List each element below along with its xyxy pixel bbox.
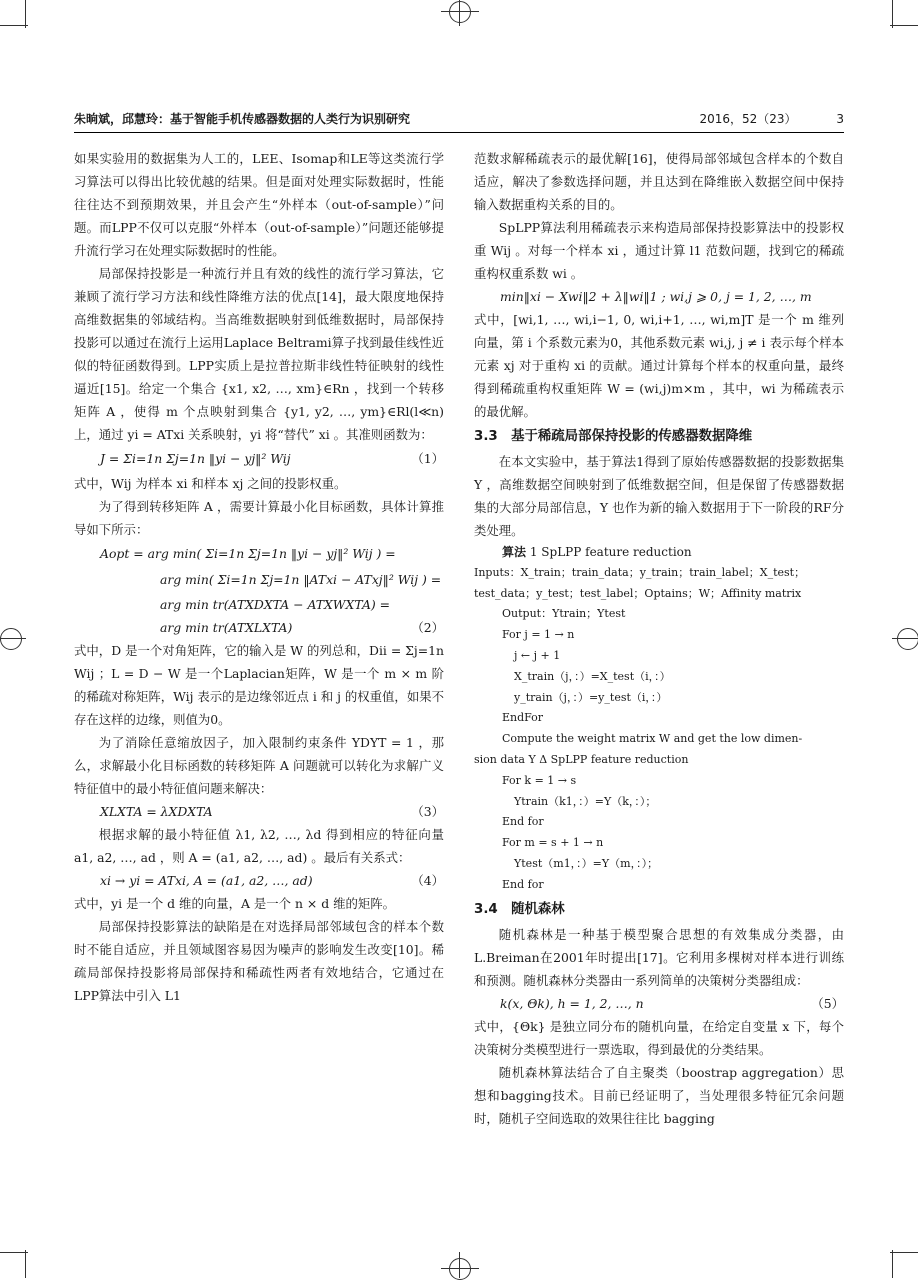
section-heading-3-4: 3.4 随机森林 (474, 901, 565, 917)
algorithm-line: j ← j + 1 (514, 648, 561, 662)
algorithm-title (474, 542, 844, 563)
paragraph: 局部保持投影是一种流行并且有效的线性的流行学习算法，它兼顾了流行学习方法和线性降维方法的优点[14]，最大限度地保持高维数据集的邻域结构。当高维数据映射到低维数据时，局部保持投影可以通过在流行上运用Laplace Beltrami算子找到最佳线性近似的特征函数得到。LPP实质上是拉普拉斯非线性特征映射的线性逼近[15]。给定一个集合 {x1, x2, …, xm}∈Rn ，找到一个转移矩阵 A ，使得 m 个点映射到集合 {y1, y2, …, ym}∈Rl(l≪n) 上，通过 yi = ATxi 关系映射，yi 将“替代” xi 。其准则函数为： (74, 266, 444, 442)
equation-number: （4） (411, 873, 444, 888)
header-authors-title: 朱晌斌，邱慧玲：基于智能手机传感器数据的人类行为识别研究 (74, 112, 411, 126)
section-heading-3-3: 3.3 基于稀疏局部保持投影的传感器数据降维 (474, 429, 753, 444)
corner-mark-tl (25, 0, 26, 28)
equation-sparse (474, 285, 844, 308)
paragraph: 如果实验用的数据集为人工的，LEE、Isomap和LE等这类流行学习算法可以得出比较优越的结果。但是面对处理实际数据时，性能往往达不到预期效果，并且会产生“外样本（out-of-sample）”问题。而LPP不仅可以克服“外样本（out-of-sample）”问题还能够提升流行学习在处理实际数据时的性能。 (74, 151, 444, 258)
algorithm-line: Output：Ytrain；Ytest (502, 607, 626, 621)
algorithm-line: For m = s + 1 → n (502, 836, 604, 850)
crop-mark-bottom-h (441, 1268, 479, 1269)
algorithm-line: Ytest（m1，：）=Y（m，：）； (514, 856, 659, 870)
corner-mark-tl-h (0, 25, 28, 26)
paragraph: SpLPP算法利用稀疏表示来构造局部保持投影算法中的投影权重 Wij 。对每一个样本 xi ，通过计算 l1 范数问题，找到它的稀疏重构权重系数 wi 。 (474, 220, 844, 281)
paragraph: 为了消除任意缩放因子，加入限制约束条件 YDYT = 1 ，那么，求解最小化目标函数的转移矩阵 A 问题就可以转化为求解广义特征值中的最小特征值问题来解决： (74, 735, 444, 796)
running-header (74, 110, 844, 128)
paragraph: 在本文实验中，基于算法1得到了原始传感器数据的投影数据集 Y ，高维数据空间映射到了低维数据空间，但是保留了传感器数据集的大部分局部信息，Y 也作为新的输入数据用于下一阶段的RF分类处理。 (474, 454, 844, 538)
equation-body: k(x, Θk), h = 1, 2, …, n (500, 995, 644, 1011)
equation-body: xi → yi = ATxi, A = (a1, a2, …, ad) (100, 873, 313, 888)
algorithm-line: y_train（j，：）=y_test（i，：） (514, 690, 668, 704)
algorithm-line: sion data Y Δ SpLPP feature reduction (474, 752, 689, 766)
header-year-volume: 2016，52（23） (699, 112, 797, 126)
paragraph: 根据求解的最小特征值 λ1, λ2, …, λd 得到相应的特征向量 a1, a2, …, ad ，则 A = (a1, a2, …, ad) 。最后有关系式： (74, 827, 444, 865)
paragraph: 为了得到转移矩阵 A ，需要计算最小化目标函数，具体计算推导如下所示： (74, 499, 444, 537)
equation-number: （1） (411, 451, 444, 466)
equation-body: arg min tr(ATXLXTA) (160, 620, 293, 635)
algorithm-line: X_train（j，：）=X_test（i，：） (514, 669, 671, 683)
registration-circle-left (0, 628, 22, 650)
algorithm-title-text: 1 SpLPP feature reduction (529, 545, 692, 559)
registration-circle-top (449, 1, 471, 23)
paragraph: 式中，D 是一个对角矩阵，它的输入是 W 的列总和，Dii = Σj=1n Wij ；L = D − W 是一个Laplacian矩阵，W 是一个 m × m 阶的稀疏对称矩阵，Wij 表示的是边缘邻近点 i 和 j 的权重值，如果不存在这样的边缘，则值为0。 (74, 643, 444, 727)
algorithm-line: EndFor (502, 711, 544, 725)
right-column (474, 147, 844, 1130)
left-column (74, 147, 444, 1007)
corner-mark-tr-h (890, 25, 918, 26)
registration-circle-right (897, 628, 918, 650)
equation-body: min‖xi − Xwi‖2 + λ‖wi‖1 ; wi,j ⩾ 0, j = 1, 2, …, m (500, 289, 812, 304)
corner-mark-bl-h (0, 1252, 28, 1253)
algorithm-line: End for (502, 877, 544, 891)
algorithm-line: Inputs：X_train；train_data；y_train；train_label；X_test；test_data；y_test；test_label；Optains；W；Affinity matrix (474, 565, 806, 600)
equation-body: XLXTA = λXDXTA (100, 804, 213, 819)
equation-body: Aopt = arg min( Σi=1n Σj=1n ‖yi − yj‖² Wij ) = (100, 546, 396, 561)
algorithm-line: For j = 1 → n (502, 628, 575, 642)
corner-mark-bl (25, 1250, 26, 1278)
equation-2c (74, 593, 444, 616)
algorithm-lines (474, 563, 844, 896)
paragraph: 随机森林算法结合了自主聚类（boostrap aggregation）思想和bagging技术。目前已经证明了，当处理很多特征冗余问题时，随机子空间选取的效果往往比 bagging (474, 1064, 844, 1126)
equation-2d (74, 616, 444, 639)
equation-4 (74, 869, 444, 892)
header-page-number: 3 (836, 112, 844, 126)
paragraph: 式中，Wij 为样本 xi 和样本 xj 之间的投影权重。 (74, 476, 347, 491)
equation-number: （5） (811, 995, 844, 1011)
equation-body: J = Σi=1n Σj=1n ‖yi − yj‖² Wij (100, 451, 291, 466)
registration-circle-bottom (449, 1258, 471, 1280)
equation-number: （3） (411, 804, 444, 819)
algorithm-title-label: 算法 (502, 545, 527, 559)
corner-mark-br-h (890, 1252, 918, 1253)
algorithm-line: Compute the weight matrix W and get the low dimen- (502, 732, 803, 746)
equation-body: arg min( Σi=1n Σj=1n ‖ATxi − ATxj‖² Wij ) = (160, 572, 442, 587)
crop-mark-left (0, 638, 26, 639)
paragraph: 式中，[wi,1, …, wi,i−1, 0, wi,i+1, …, wi,m]T 是一个 m 维列向量，第 i 个系数元素为0，其他系数元素 wi,j, j ≠ i 表示每个样本元素 xj 对于重构 xi 的贡献。通过计算每个样本的权重向量，最终得到稀疏重构权重矩阵 W = (wi,j)m×m ，其中，wi 为稀疏表示的最优解。 (474, 312, 844, 419)
paragraph: 随机森林是一种基于模型聚合思想的有效集成分类器，由L.Breiman在2001年时提出[17]。它利用多棵树对样本进行训练和预测。随机森林分类器由一系列简单的决策树分类器组成： (474, 926, 844, 988)
equation-2a (74, 541, 444, 567)
equation-3 (74, 800, 444, 823)
equation-number: （2） (411, 620, 444, 635)
header-rule (74, 132, 844, 133)
algorithm-line: Ytrain（k1，：）=Y（k，：）； (514, 794, 657, 808)
algorithm-block (474, 542, 844, 896)
equation-2b (74, 567, 444, 593)
algorithm-line: End for (502, 815, 544, 829)
algorithm-line: For k = 1 → s (502, 773, 577, 787)
paragraph: 式中，yi 是一个 d 维的向量，A 是一个 n × d 维的矩阵。 (74, 896, 396, 911)
corner-mark-tr (892, 0, 893, 28)
crop-mark-top-h (441, 11, 479, 12)
equation-5 (474, 992, 844, 1015)
equation-body: arg min tr(ATXDXTA − ATXWXTA) = (160, 597, 391, 612)
equation-1 (74, 446, 444, 472)
paragraph: 式中，{Θk} 是独立同分布的随机向量，在给定自变量 x 下，每个决策树分类模型进行一票选取，得到最优的分类结果。 (474, 1018, 844, 1057)
crop-mark-right (892, 638, 918, 639)
paragraph: 范数求解稀疏表示的最优解[16]，使得局部邻域包含样本的个数自适应，解决了参数选择问题，并且达到在降维嵌入数据空间中保持输入数据重构关系的目的。 (474, 151, 844, 212)
paragraph: 局部保持投影算法的缺陷是在对选择局部邻域包含的样本个数时不能自适应，并且领域图容易因为噪声的影响发生改变[10]。稀疏局部保持投影将局部保持和稀疏性两者有效地结合，它通过在LPP算法中引入 L1 (74, 919, 444, 1003)
corner-mark-br (892, 1250, 893, 1278)
header-right (663, 110, 844, 127)
